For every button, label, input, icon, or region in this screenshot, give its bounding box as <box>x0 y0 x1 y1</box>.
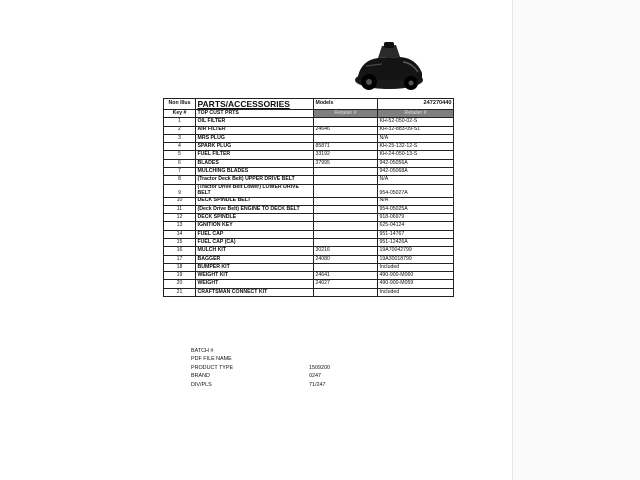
part-number-2: Included <box>378 288 454 296</box>
part-number-2: 954-05027A <box>378 184 454 197</box>
part-number-2: 625-04124 <box>378 222 454 230</box>
part-number-2: N/A <box>378 134 454 142</box>
table-row <box>164 280 454 288</box>
table-row <box>164 288 454 296</box>
table-row <box>164 214 454 222</box>
part-description: OIL FILTER <box>196 118 314 126</box>
part-number-1: 33192 <box>314 151 378 159</box>
table-row <box>164 143 454 151</box>
part-number-1: 37995 <box>314 159 378 167</box>
part-number-1: 24641 <box>314 272 378 280</box>
table-row <box>164 272 454 280</box>
table-row <box>164 238 454 246</box>
key-number: 7 <box>164 168 196 176</box>
info-value: 1509200 <box>309 364 330 371</box>
part-number-1 <box>314 222 378 230</box>
part-description: FUEL FILTER <box>196 151 314 159</box>
part-description: SPARK PLUG <box>196 143 314 151</box>
key-number: 6 <box>164 159 196 167</box>
part-number-1 <box>314 205 378 213</box>
part-number-2: KH-52-050-02-S <box>378 118 454 126</box>
table-row <box>164 159 454 167</box>
table-row <box>164 222 454 230</box>
info-label: BRAND <box>191 373 210 380</box>
part-number-1 <box>314 230 378 238</box>
part-description: (Tractor Deck Belt) UPPER DRIVE BELT <box>196 176 314 184</box>
part-number-2: 918-06979 <box>378 214 454 222</box>
part-number-2: 490-900-M059 <box>378 280 454 288</box>
info-value: 0247 <box>309 373 321 380</box>
info-row <box>191 355 330 363</box>
key-number: 18 <box>164 263 196 271</box>
part-number-1 <box>314 184 378 197</box>
table-row <box>164 126 454 134</box>
table-row <box>164 197 454 205</box>
part-number-2: 951-12426A <box>378 238 454 246</box>
info-label: DIV/PLS <box>191 381 212 388</box>
part-description: DECK SPINDLE BELT <box>196 197 314 205</box>
table-row <box>164 118 454 126</box>
part-description: WEIGHT KIT <box>196 272 314 280</box>
part-description: BUMPER KIT <box>196 263 314 271</box>
part-description: CRAFTSMAN CONNECT KIT <box>196 288 314 296</box>
retailer-column-header-2: Retailer # <box>378 109 454 117</box>
key-number: 8 <box>164 176 196 184</box>
part-number-2: 19A30018799 <box>378 255 454 263</box>
key-number: 12 <box>164 214 196 222</box>
part-description: (Tractor Drive Belt Lower) LOWER DRIVE BELT <box>196 184 314 197</box>
key-number: 4 <box>164 143 196 151</box>
models-label: Models <box>314 99 378 110</box>
part-description: AIR FILTER <box>196 126 314 134</box>
part-number-1: 30216 <box>314 247 378 255</box>
table-row <box>164 263 454 271</box>
table-row <box>164 205 454 213</box>
info-row <box>191 372 330 380</box>
part-number-1 <box>314 288 378 296</box>
key-number: 5 <box>164 151 196 159</box>
key-number: 21 <box>164 288 196 296</box>
part-number-2: 942-05068A <box>378 168 454 176</box>
part-number-1: 24080 <box>314 255 378 263</box>
part-description: MRS PLUG <box>196 134 314 142</box>
key-number: 15 <box>164 238 196 246</box>
part-description: WEIGHT <box>196 280 314 288</box>
parts-table <box>163 98 454 297</box>
retailer-column-header-1: Retailer # <box>314 109 378 117</box>
key-number: 2 <box>164 126 196 134</box>
key-number: 11 <box>164 205 196 213</box>
part-description: MULCH KIT <box>196 247 314 255</box>
key-number: 14 <box>164 230 196 238</box>
key-number: 3 <box>164 134 196 142</box>
table-row <box>164 176 454 184</box>
product-info-block <box>191 347 330 389</box>
key-number: 17 <box>164 255 196 263</box>
part-number-1 <box>314 197 378 205</box>
part-description: FUEL CAP <box>196 230 314 238</box>
part-number-1 <box>314 134 378 142</box>
part-number-2: Included <box>378 263 454 271</box>
table-row <box>164 151 454 159</box>
part-number-1 <box>314 214 378 222</box>
key-number: 19 <box>164 272 196 280</box>
non-illus-label: Non Illus <box>164 99 196 110</box>
key-number: 20 <box>164 280 196 288</box>
part-description: (Deck Drive Belt) ENGINE TO DECK BELT <box>196 205 314 213</box>
part-number-1: 24027 <box>314 280 378 288</box>
part-description: IGNITION KEY <box>196 222 314 230</box>
part-description: DECK SPINDLE <box>196 214 314 222</box>
key-column-header: Key # <box>164 109 196 117</box>
table-row <box>164 168 454 176</box>
top-cust-parts-header: TOP CUST PRTS <box>196 109 314 117</box>
part-number-2: KH-24-050-13-S <box>378 151 454 159</box>
part-number-2: N/A <box>378 197 454 205</box>
scan-margin <box>512 0 640 480</box>
part-description: MULCHING BLADES <box>196 168 314 176</box>
part-description: BLADES <box>196 159 314 167</box>
key-number: 1 <box>164 118 196 126</box>
table-row <box>164 184 454 197</box>
page-title: PARTS/ACCESSORIES <box>196 99 314 110</box>
info-row <box>191 347 330 355</box>
part-number-1: 85871 <box>314 143 378 151</box>
part-number-2: 951-14767 <box>378 230 454 238</box>
part-number-1 <box>314 263 378 271</box>
info-row <box>191 381 330 389</box>
key-number: 13 <box>164 222 196 230</box>
scan-margin-edge <box>512 0 513 480</box>
table-row <box>164 230 454 238</box>
part-number-2: 490-900-M060 <box>378 272 454 280</box>
table-row <box>164 134 454 142</box>
info-label: BATCH # <box>191 348 214 354</box>
part-number-2: 954-05025A <box>378 205 454 213</box>
part-number-1 <box>314 238 378 246</box>
key-number: 16 <box>164 247 196 255</box>
info-value: 71/247 <box>309 381 326 388</box>
part-number-2: KH-25-132-12-S <box>378 143 454 151</box>
table-row <box>164 255 454 263</box>
part-number-2: 19A70042799 <box>378 247 454 255</box>
part-number-1: 24646 <box>314 126 378 134</box>
part-number-1 <box>314 176 378 184</box>
part-number-2: 942-05056A <box>378 159 454 167</box>
riding-mower-image <box>348 40 430 92</box>
table-row <box>164 247 454 255</box>
part-description: BAGGER <box>196 255 314 263</box>
subheader-row <box>164 109 454 117</box>
info-label: PDF FILE NAME <box>191 356 232 363</box>
header-row <box>164 99 454 110</box>
part-number-2: KH-32-883-09-S1 <box>378 126 454 134</box>
part-number-1 <box>314 168 378 176</box>
part-number-1 <box>314 118 378 126</box>
info-label: PRODUCT TYPE <box>191 364 234 371</box>
model-number: 247270440 <box>378 99 454 110</box>
part-number-2: N/A <box>378 176 454 184</box>
key-number: 10 <box>164 197 196 205</box>
info-row <box>191 364 330 372</box>
key-number: 9 <box>164 184 196 197</box>
part-description: FUEL CAP (CA) <box>196 238 314 246</box>
